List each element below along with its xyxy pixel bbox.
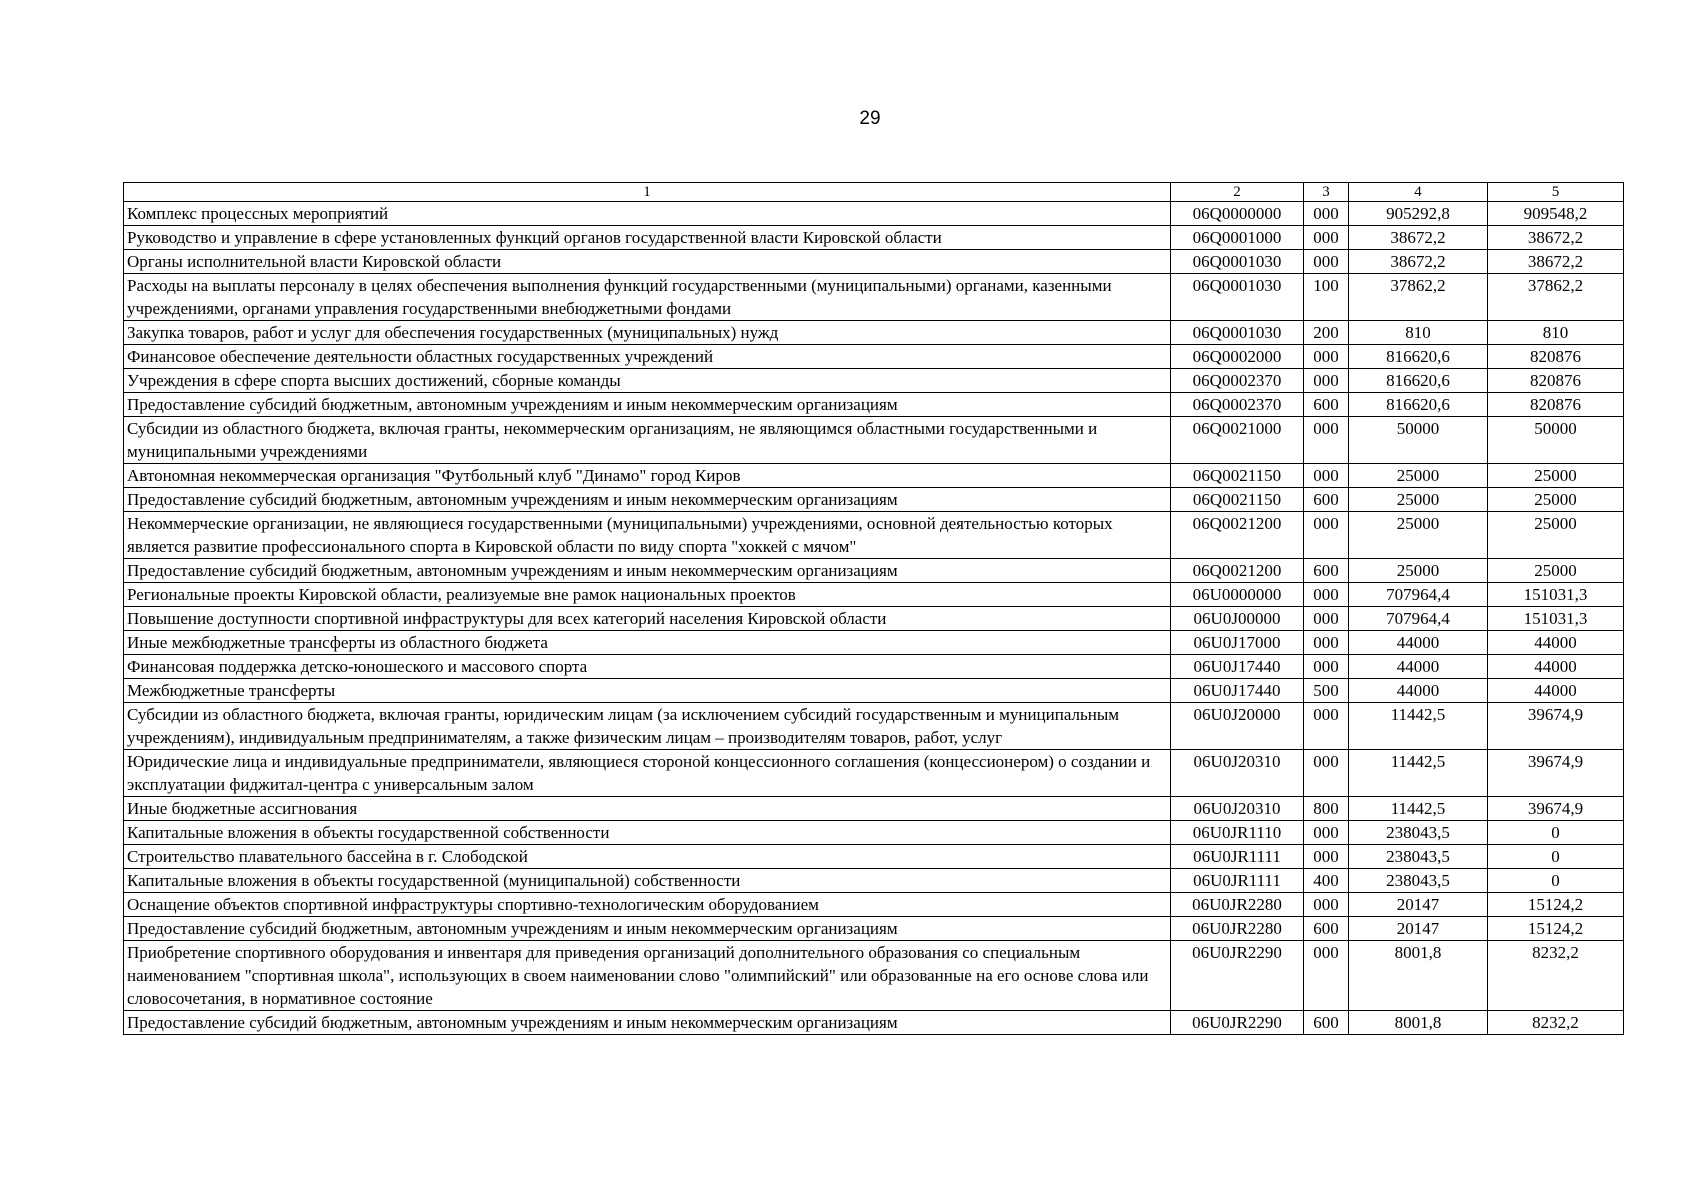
row-name: Оснащение объектов спортивной инфраструктуры спортивно-технологическим оборудованием: [124, 893, 1171, 917]
row-amount-col4: 44000: [1349, 655, 1488, 679]
table-row: [124, 274, 1624, 321]
row-name: Приобретение спортивного оборудования и инвентаря для приведения организаций дополнительного образования со специальным наименованием "спортивная школа", использующих в своем наименовании слово "олимпийский" или образованные на его основе слова или словосочетания, в нормативное состояние: [124, 941, 1171, 1011]
row-name: Расходы на выплаты персоналу в целях обеспечения выполнения функций государственными (муниципальными) органами, казенными учреждениями, органами управления государственными внебюджетными фондами: [124, 274, 1171, 321]
row-target-code: 06Q0021150: [1171, 464, 1304, 488]
row-amount-col5: 39674,9: [1488, 797, 1624, 821]
row-amount-col4: 238043,5: [1349, 845, 1488, 869]
row-target-code: 06Q0002370: [1171, 393, 1304, 417]
row-expense-type: 000: [1304, 464, 1349, 488]
row-expense-type: 000: [1304, 750, 1349, 797]
row-expense-type: 600: [1304, 1011, 1349, 1035]
row-name: Повышение доступности спортивной инфраструктуры для всех категорий населения Кировской области: [124, 607, 1171, 631]
row-amount-col5: 15124,2: [1488, 893, 1624, 917]
row-expense-type: 000: [1304, 655, 1349, 679]
row-amount-col5: 37862,2: [1488, 274, 1624, 321]
table-row: [124, 202, 1624, 226]
table-row: [124, 917, 1624, 941]
table-row: [124, 893, 1624, 917]
row-amount-col4: 238043,5: [1349, 821, 1488, 845]
row-amount-col5: 38672,2: [1488, 250, 1624, 274]
table-row: [124, 417, 1624, 464]
row-target-code: 06U0J17000: [1171, 631, 1304, 655]
row-amount-col5: 50000: [1488, 417, 1624, 464]
row-expense-type: 000: [1304, 369, 1349, 393]
row-target-code: 06U0JR1111: [1171, 845, 1304, 869]
row-target-code: 06U0J00000: [1171, 607, 1304, 631]
row-expense-type: 600: [1304, 559, 1349, 583]
row-amount-col5: 820876: [1488, 345, 1624, 369]
row-amount-col4: 707964,4: [1349, 607, 1488, 631]
row-target-code: 06U0JR2280: [1171, 893, 1304, 917]
row-name: Предоставление субсидий бюджетным, автономным учреждениям и иным некоммерческим организациям: [124, 559, 1171, 583]
table-row: [124, 679, 1624, 703]
row-name: Органы исполнительной власти Кировской области: [124, 250, 1171, 274]
row-expense-type: 000: [1304, 941, 1349, 1011]
row-name: Предоставление субсидий бюджетным, автономным учреждениям и иным некоммерческим организациям: [124, 393, 1171, 417]
row-target-code: 06Q0000000: [1171, 202, 1304, 226]
row-amount-col5: 810: [1488, 321, 1624, 345]
row-amount-col4: 25000: [1349, 464, 1488, 488]
row-target-code: 06U0JR2290: [1171, 1011, 1304, 1035]
row-amount-col5: 0: [1488, 869, 1624, 893]
row-expense-type: 600: [1304, 393, 1349, 417]
row-amount-col4: 810: [1349, 321, 1488, 345]
header-col-5: 5: [1488, 183, 1624, 202]
row-amount-col4: 816620,6: [1349, 393, 1488, 417]
row-name: Предоставление субсидий бюджетным, автономным учреждениям и иным некоммерческим организациям: [124, 488, 1171, 512]
row-name: Региональные проекты Кировской области, реализуемые вне рамок национальных проектов: [124, 583, 1171, 607]
table-row: [124, 559, 1624, 583]
row-amount-col5: 820876: [1488, 393, 1624, 417]
table-row: [124, 393, 1624, 417]
row-expense-type: 400: [1304, 869, 1349, 893]
row-name: Предоставление субсидий бюджетным, автономным учреждениям и иным некоммерческим организациям: [124, 917, 1171, 941]
row-amount-col5: 151031,3: [1488, 607, 1624, 631]
row-name: Межбюджетные трансферты: [124, 679, 1171, 703]
row-amount-col4: 38672,2: [1349, 250, 1488, 274]
table-header: [124, 183, 1624, 202]
row-target-code: 06Q0021200: [1171, 512, 1304, 559]
row-amount-col4: 707964,4: [1349, 583, 1488, 607]
row-amount-col4: 11442,5: [1349, 797, 1488, 821]
table-row: [124, 845, 1624, 869]
row-amount-col4: 816620,6: [1349, 369, 1488, 393]
row-amount-col5: 44000: [1488, 655, 1624, 679]
table-row: [124, 464, 1624, 488]
row-expense-type: 100: [1304, 274, 1349, 321]
row-amount-col4: 25000: [1349, 488, 1488, 512]
row-name: Капитальные вложения в объекты государственной собственности: [124, 821, 1171, 845]
row-name: Учреждения в сфере спорта высших достижений, сборные команды: [124, 369, 1171, 393]
row-amount-col4: 8001,8: [1349, 1011, 1488, 1035]
row-target-code: 06U0J20310: [1171, 797, 1304, 821]
row-amount-col4: 11442,5: [1349, 703, 1488, 750]
row-amount-col5: 25000: [1488, 488, 1624, 512]
table-body: [124, 202, 1624, 1035]
header-row: [124, 183, 1624, 202]
row-target-code: 06U0JR2290: [1171, 941, 1304, 1011]
table-row: [124, 631, 1624, 655]
row-target-code: 06Q0021200: [1171, 559, 1304, 583]
row-amount-col5: 25000: [1488, 512, 1624, 559]
row-expense-type: 000: [1304, 250, 1349, 274]
row-target-code: 06Q0002000: [1171, 345, 1304, 369]
row-amount-col4: 25000: [1349, 512, 1488, 559]
row-amount-col5: 0: [1488, 821, 1624, 845]
row-amount-col5: 909548,2: [1488, 202, 1624, 226]
row-name: Комплекс процессных мероприятий: [124, 202, 1171, 226]
row-target-code: 06Q0001030: [1171, 274, 1304, 321]
row-target-code: 06U0J17440: [1171, 655, 1304, 679]
row-amount-col4: 38672,2: [1349, 226, 1488, 250]
row-expense-type: 000: [1304, 345, 1349, 369]
page-number: 29: [859, 108, 881, 129]
table-row: [124, 797, 1624, 821]
row-target-code: 06U0000000: [1171, 583, 1304, 607]
row-target-code: 06Q0001030: [1171, 250, 1304, 274]
header-col-1: 1: [124, 183, 1171, 202]
row-expense-type: 000: [1304, 703, 1349, 750]
table-row: [124, 226, 1624, 250]
row-expense-type: 000: [1304, 417, 1349, 464]
row-amount-col4: 50000: [1349, 417, 1488, 464]
row-amount-col5: 8232,2: [1488, 1011, 1624, 1035]
row-name: Финансовая поддержка детско-юношеского и массового спорта: [124, 655, 1171, 679]
row-expense-type: 000: [1304, 583, 1349, 607]
row-expense-type: 000: [1304, 512, 1349, 559]
row-expense-type: 600: [1304, 488, 1349, 512]
row-amount-col5: 15124,2: [1488, 917, 1624, 941]
table-row: [124, 321, 1624, 345]
row-amount-col4: 905292,8: [1349, 202, 1488, 226]
table-row: [124, 607, 1624, 631]
row-name: Капитальные вложения в объекты государственной (муниципальной) собственности: [124, 869, 1171, 893]
row-target-code: 06U0JR2280: [1171, 917, 1304, 941]
row-target-code: 06U0J20000: [1171, 703, 1304, 750]
header-col-2: 2: [1171, 183, 1304, 202]
row-name: Строительство плавательного бассейна в г. Слободской: [124, 845, 1171, 869]
table-row: [124, 941, 1624, 1011]
row-amount-col5: 8232,2: [1488, 941, 1624, 1011]
row-amount-col5: 25000: [1488, 559, 1624, 583]
row-name: Иные межбюджетные трансферты из областного бюджета: [124, 631, 1171, 655]
table-row: [124, 1011, 1624, 1035]
row-amount-col4: 20147: [1349, 893, 1488, 917]
header-col-3: 3: [1304, 183, 1349, 202]
table-row: [124, 583, 1624, 607]
row-amount-col4: 238043,5: [1349, 869, 1488, 893]
row-target-code: 06Q0002370: [1171, 369, 1304, 393]
row-amount-col4: 11442,5: [1349, 750, 1488, 797]
row-amount-col5: 38672,2: [1488, 226, 1624, 250]
row-amount-col5: 820876: [1488, 369, 1624, 393]
row-name: Субсидии из областного бюджета, включая гранты, некоммерческим организациям, не являющимся областными государственными и муниципальными учреждениями: [124, 417, 1171, 464]
row-expense-type: 200: [1304, 321, 1349, 345]
row-target-code: 06Q0001000: [1171, 226, 1304, 250]
row-target-code: 06U0JR1111: [1171, 869, 1304, 893]
row-name: Закупка товаров, работ и услуг для обеспечения государственных (муниципальных) нужд: [124, 321, 1171, 345]
row-amount-col5: 44000: [1488, 631, 1624, 655]
row-target-code: 06U0JR1110: [1171, 821, 1304, 845]
row-amount-col4: 8001,8: [1349, 941, 1488, 1011]
row-expense-type: 000: [1304, 845, 1349, 869]
row-name: Юридические лица и индивидуальные предприниматели, являющиеся стороной концессионного соглашения (концессионером) о создании и эксплуатации фиджитал-центра с универсальным залом: [124, 750, 1171, 797]
row-name: Субсидии из областного бюджета, включая гранты, юридическим лицам (за исключением субсидий государственным и муниципальным учреждениям), индивидуальным предпринимателям, а также физическим лицам – производителям товаров, работ, услуг: [124, 703, 1171, 750]
row-name: Автономная некоммерческая организация "Футбольный клуб "Динамо" город Киров: [124, 464, 1171, 488]
row-amount-col4: 25000: [1349, 559, 1488, 583]
row-amount-col5: 39674,9: [1488, 750, 1624, 797]
row-name: Предоставление субсидий бюджетным, автономным учреждениям и иным некоммерческим организациям: [124, 1011, 1171, 1035]
row-expense-type: 000: [1304, 226, 1349, 250]
row-name: Иные бюджетные ассигнования: [124, 797, 1171, 821]
table-row: [124, 369, 1624, 393]
row-name: Финансовое обеспечение деятельности областных государственных учреждений: [124, 345, 1171, 369]
table-row: [124, 655, 1624, 679]
row-target-code: 06U0J17440: [1171, 679, 1304, 703]
header-col-4: 4: [1349, 183, 1488, 202]
table-row: [124, 821, 1624, 845]
table-row: [124, 512, 1624, 559]
table-row: [124, 488, 1624, 512]
row-amount-col5: 0: [1488, 845, 1624, 869]
table-row: [124, 345, 1624, 369]
row-name: Некоммерческие организации, не являющиеся государственными (муниципальными) учреждениями, основной деятельностью которых является развитие профессионального спорта в Кировской области по виду спорта "хоккей с мячом": [124, 512, 1171, 559]
row-amount-col5: 25000: [1488, 464, 1624, 488]
row-expense-type: 000: [1304, 821, 1349, 845]
row-amount-col4: 44000: [1349, 631, 1488, 655]
row-amount-col5: 151031,3: [1488, 583, 1624, 607]
row-target-code: 06Q0021000: [1171, 417, 1304, 464]
row-amount-col4: 37862,2: [1349, 274, 1488, 321]
row-expense-type: 000: [1304, 202, 1349, 226]
row-amount-col5: 39674,9: [1488, 703, 1624, 750]
row-expense-type: 000: [1304, 607, 1349, 631]
row-expense-type: 000: [1304, 893, 1349, 917]
row-expense-type: 800: [1304, 797, 1349, 821]
table-row: [124, 250, 1624, 274]
row-amount-col4: 20147: [1349, 917, 1488, 941]
row-amount-col5: 44000: [1488, 679, 1624, 703]
budget-table: [123, 182, 1624, 1035]
row-expense-type: 500: [1304, 679, 1349, 703]
row-amount-col4: 816620,6: [1349, 345, 1488, 369]
row-expense-type: 600: [1304, 917, 1349, 941]
row-target-code: 06Q0021150: [1171, 488, 1304, 512]
table-row: [124, 703, 1624, 750]
row-expense-type: 000: [1304, 631, 1349, 655]
table-row: [124, 869, 1624, 893]
row-target-code: 06Q0001030: [1171, 321, 1304, 345]
table-row: [124, 750, 1624, 797]
row-name: Руководство и управление в сфере установленных функций органов государственной власти Кировской области: [124, 226, 1171, 250]
row-target-code: 06U0J20310: [1171, 750, 1304, 797]
row-amount-col4: 44000: [1349, 679, 1488, 703]
